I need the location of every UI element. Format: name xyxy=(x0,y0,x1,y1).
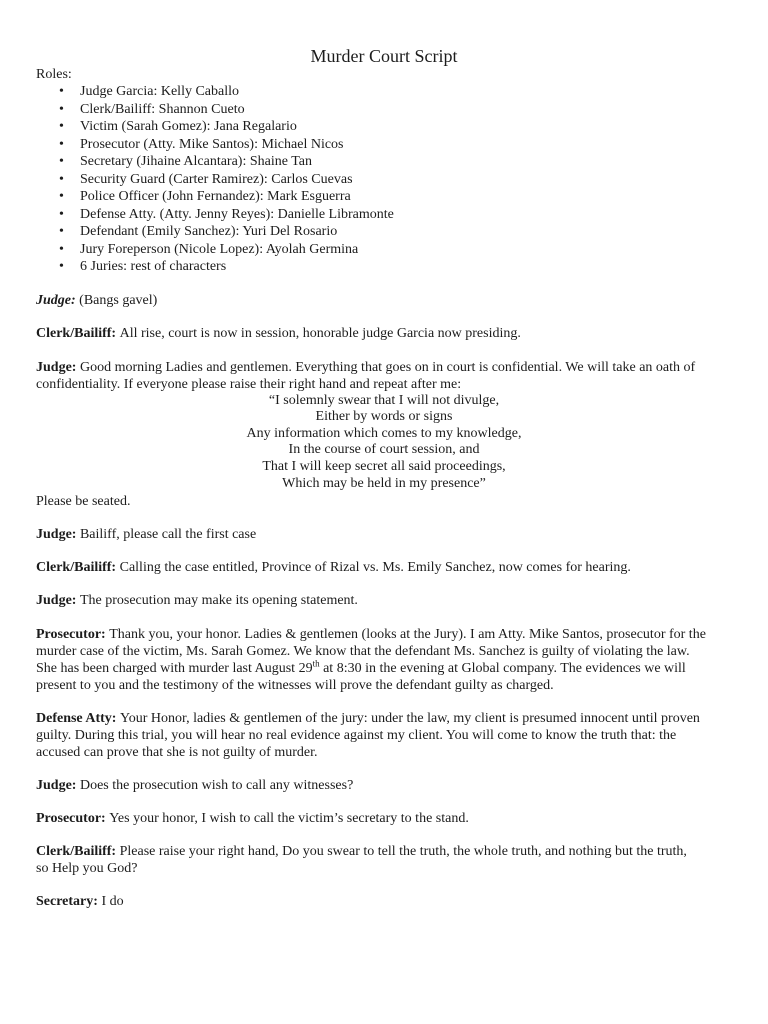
oath-line: Either by words or signs xyxy=(315,409,453,425)
dialogue-line xyxy=(36,810,732,827)
role-text: Defense Atty. (Atty. Jenny Reyes): Danielle Libramonte xyxy=(80,206,394,222)
dialogue-line xyxy=(36,359,732,376)
dialogue-text: Yes your honor, I wish to call the victim’s secretary to the stand. xyxy=(109,810,469,826)
dialogue-text: She has been charged with murder last August 29 xyxy=(36,660,313,676)
oath-of-confidentiality xyxy=(0,393,768,493)
dialogue-line: present to you and the testimony of the witnesses will prove the defendant guilty as charged. xyxy=(36,677,554,693)
dialogue-text: Does the prosecution wish to call any witnesses? xyxy=(79,777,354,793)
dialogue-line xyxy=(36,325,732,342)
be-seated-text: Please be seated. xyxy=(36,493,131,509)
speaker-label: Judge: xyxy=(36,292,76,308)
dialogue-line: so Help you God? xyxy=(36,860,138,876)
oath-line: That I will keep secret all said proceedings, xyxy=(262,459,506,475)
dialogue-text: Bailiff, please call the first case xyxy=(79,526,257,542)
role-item xyxy=(0,153,740,171)
dialogue-line: murder case of the victim, Ms. Sarah Gomez. We know that the defendant Ms. Sanchez is guilty of violating the law. xyxy=(36,643,690,659)
role-text: Prosecutor (Atty. Mike Santos): Michael Nicos xyxy=(80,136,344,152)
dialogue-line xyxy=(36,626,732,643)
speaker-label: Judge: xyxy=(36,592,77,608)
role-item xyxy=(0,241,740,259)
dialogue-line xyxy=(36,592,732,609)
role-text: Clerk/Bailiff: Shannon Cueto xyxy=(80,101,245,117)
role-item xyxy=(0,223,740,241)
roles-list xyxy=(0,83,740,276)
oath-line: “I solemnly swear that I will not divulge, xyxy=(268,392,500,408)
role-item xyxy=(0,258,740,276)
role-text: Police Officer (John Fernandez): Mark Esguerra xyxy=(80,189,351,205)
dialogue-secretary-answer xyxy=(36,893,732,910)
role-text: Jury Foreperson (Nicole Lopez): Ayolah Germina xyxy=(80,241,359,257)
dialogue-text: I do xyxy=(101,893,124,909)
dialogue-all-rise xyxy=(36,325,732,342)
ordinal-suffix: th xyxy=(312,657,320,668)
dialogue-defense-opening xyxy=(36,710,732,761)
dialogue-text: Please raise your right hand, Do you swear to tell the truth, the whole truth, and nothing but the truth, xyxy=(119,843,687,859)
role-item xyxy=(0,83,740,101)
bullet-icon: • xyxy=(59,171,64,187)
bullet-icon: • xyxy=(59,154,64,170)
bullet-icon: • xyxy=(59,241,64,257)
role-item xyxy=(0,118,740,136)
roles-heading: Roles: xyxy=(36,66,72,82)
role-text: Security Guard (Carter Ramirez): Carlos Cuevas xyxy=(80,171,353,187)
dialogue-line: accused can prove that she is not guilty of murder. xyxy=(36,744,318,760)
document-title: Murder Court Script xyxy=(310,46,458,66)
dialogue-prosecution-opening xyxy=(36,626,732,694)
oath-line: Any information which comes to my knowledge, xyxy=(246,425,522,441)
role-text: Secretary (Jihaine Alcantara): Shaine Tan xyxy=(80,154,312,170)
dialogue-line xyxy=(36,843,732,860)
role-text: 6 Juries: rest of characters xyxy=(80,259,227,275)
dialogue-line: confidentiality. If everyone please raise their right hand and repeat after me: xyxy=(36,376,462,392)
role-item xyxy=(0,188,740,206)
dialogue-text: Calling the case entitled, Province of Rizal vs. Ms. Emily Sanchez, now comes for hearing. xyxy=(119,559,631,575)
dialogue-witness-question xyxy=(36,777,732,794)
speaker-label: Judge: xyxy=(36,359,77,375)
dialogue-text: Good morning Ladies and gentlemen. Everything that goes on in court is confidential. We will take an oath of xyxy=(79,359,696,375)
dialogue-line xyxy=(36,710,732,727)
role-item xyxy=(0,206,740,224)
speaker-label: Clerk/Bailiff: xyxy=(36,843,117,859)
bullet-icon: • xyxy=(59,189,64,205)
speaker-label: Clerk/Bailiff: xyxy=(36,559,117,575)
dialogue-swear-in xyxy=(36,843,732,877)
dialogue-text: (Bangs gavel) xyxy=(79,292,158,308)
dialogue-text: All rise, court is now in session, honorable judge Garcia now presiding. xyxy=(119,325,521,341)
speaker-label: Clerk/Bailiff: xyxy=(36,325,117,341)
dialogue-text: at 8:30 in the evening at Global company. The evidences we will xyxy=(323,660,686,676)
role-item xyxy=(0,101,740,119)
dialogue-line xyxy=(36,893,732,910)
dialogue-case-called xyxy=(36,559,732,576)
oath-line: Which may be held in my presence” xyxy=(282,475,486,491)
role-item xyxy=(0,136,740,154)
role-item xyxy=(0,171,740,189)
dialogue-line xyxy=(36,657,732,677)
dialogue-text: The prosecution may make its opening statement. xyxy=(79,592,358,608)
oath-line: In the course of court session, and xyxy=(288,442,480,458)
dialogue-witness-call xyxy=(36,810,732,827)
speaker-label: Prosecutor: xyxy=(36,810,106,826)
dialogue-call-case xyxy=(36,526,732,543)
speaker-label: Secretary: xyxy=(36,893,98,909)
bullet-icon: • xyxy=(59,84,64,100)
dialogue-opening-request xyxy=(36,592,732,609)
role-text: Judge Garcia: Kelly Caballo xyxy=(80,84,240,100)
bullet-icon: • xyxy=(59,119,64,135)
dialogue-line xyxy=(36,292,732,309)
bullet-icon: • xyxy=(59,136,64,152)
bullet-icon: • xyxy=(59,224,64,240)
dialogue-line xyxy=(36,777,732,794)
dialogue-line: guilty. During this trial, you will hear no real evidence against my client. You will come to know the truth that: the xyxy=(36,727,677,743)
dialogue-gavel xyxy=(36,292,732,309)
dialogue-text: Your Honor, ladies & gentlemen of the jury: under the law, my client is presumed innocent until proven xyxy=(119,710,700,726)
dialogue-text: Thank you, your honor. Ladies & gentlemen (looks at the Jury). I am Atty. Mike Santos, prosecutor for the xyxy=(109,626,706,642)
speaker-label: Defense Atty: xyxy=(36,710,117,726)
bullet-icon: • xyxy=(59,101,64,117)
dialogue-line xyxy=(36,559,732,576)
dialogue-oath-intro xyxy=(36,359,732,393)
speaker-label: Judge: xyxy=(36,777,77,793)
bullet-icon: • xyxy=(59,259,64,275)
role-text: Victim (Sarah Gomez): Jana Regalario xyxy=(80,119,297,135)
role-text: Defendant (Emily Sanchez): Yuri Del Rosario xyxy=(80,224,338,240)
bullet-icon: • xyxy=(59,206,64,222)
dialogue-line xyxy=(36,526,732,543)
speaker-label: Judge: xyxy=(36,526,77,542)
speaker-label: Prosecutor: xyxy=(36,626,106,642)
